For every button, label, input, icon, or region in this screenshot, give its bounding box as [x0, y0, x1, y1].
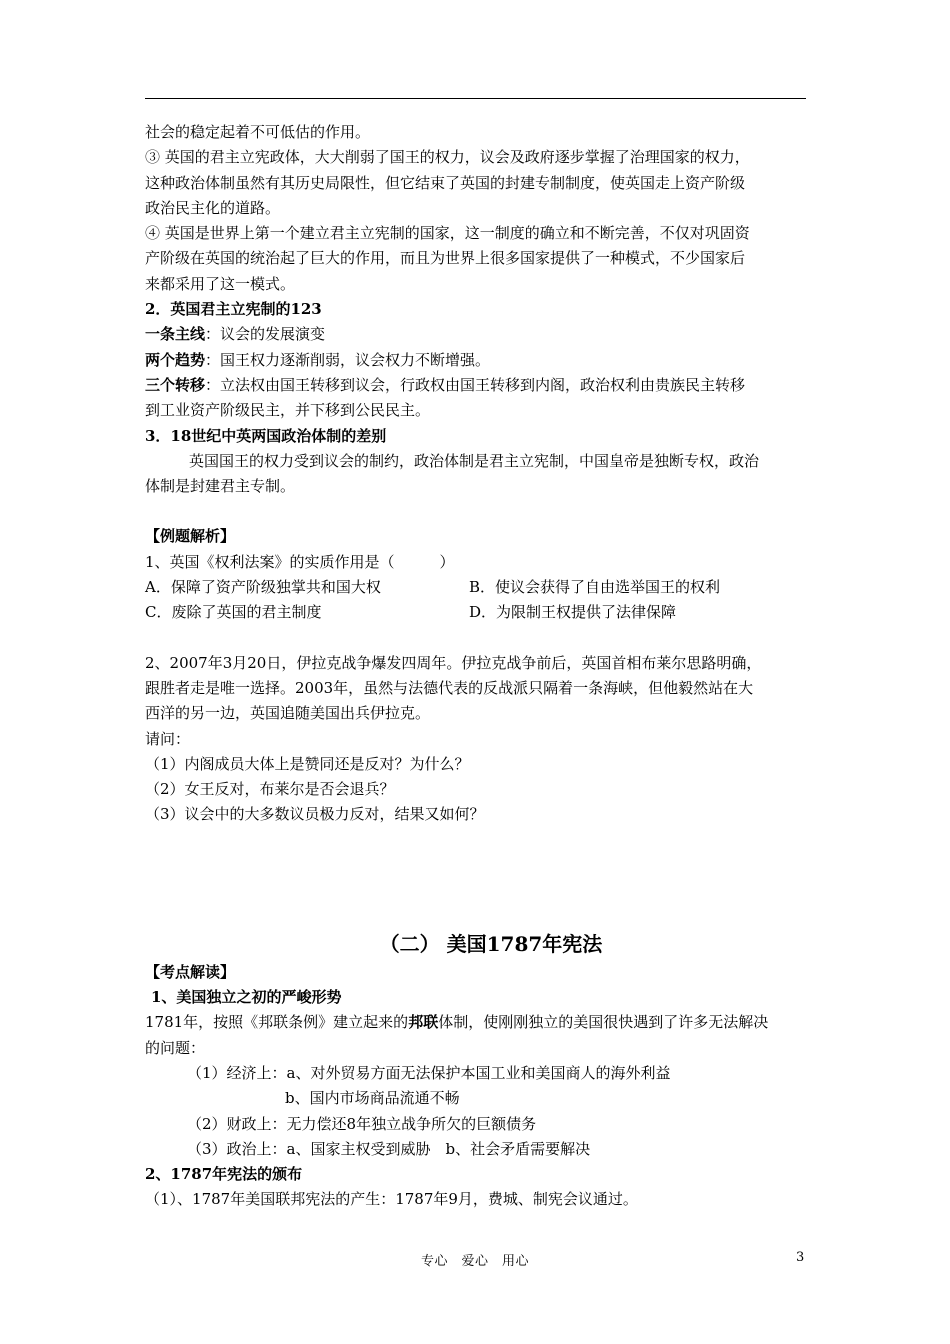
two-trends: [145, 348, 807, 373]
option-d: D．为限制王权提供了法律保障: [469, 603, 677, 622]
text-line: 政治民主化的道路。: [145, 198, 281, 217]
header-rule: [145, 98, 806, 99]
text-line: ④ 英国是世界上第一个建立君主立宪制的国家，这一制度的确立和不断完善，不仅对巩固资: [145, 224, 750, 243]
sub-question: （2）女王反对，布莱尔是否会退兵？: [145, 780, 395, 799]
text-line: 产阶级在英国的统治起了巨大的作用，而且为世界上很多国家提供了一种模式，不少国家后: [145, 249, 746, 268]
footer-text: 专心 爱心 用心: [420, 1254, 529, 1269]
question-2-line: 西洋的另一边，英国追随美国出兵伊拉克。: [145, 704, 431, 723]
option-a: A．保障了资产阶级独掌共和国大权: [145, 578, 381, 597]
text-line: 的问题：: [145, 1038, 206, 1057]
text-line: （1）、1787年美国联邦宪法的产生：1787年9月，费城、制宪会议通过。: [145, 1190, 638, 1209]
text-line: ③ 英国的君主立宪政体，大大削弱了国王的权力，议会及政府逐步掌握了治理国家的权力，: [145, 148, 750, 167]
text-line: 来都采用了这一模式。: [145, 274, 296, 293]
main-line: [145, 322, 807, 347]
text-line: 这种政治体制虽然有其历史局限性，但它结束了英国的封建专制制度，使英国走上资产阶级: [145, 173, 746, 192]
economy-line-2: b、国内市场商品流通不畅: [285, 1089, 460, 1108]
economy-line: （1）经济上：a、对外贸易方面无法保护本国工业和美国商人的海外利益: [187, 1063, 671, 1082]
finance-line: （2）财政上：无力偿还8年独立战争所欠的巨额债务: [187, 1114, 537, 1133]
sub-question: （3）议会中的大多数议员极力反对，结果又如何？: [145, 805, 485, 824]
question-2-line: 跟胜者走是唯一选择。2003年，虽然与法德代表的反战派只隔着一条海峡，但他毅然站在大: [145, 678, 754, 697]
text-line: 英国国王的权力受到议会的制约，政治体制是君主立宪制，中国皇帝是独断专权，政治: [189, 451, 760, 470]
text-line: 社会的稳定起着不可低估的作用。: [145, 123, 371, 141]
text-three-transfers: ：立法权由国王转移到议会，行政权由国王转移到内阁，政治权利由贵族民主转移: [205, 375, 746, 394]
page-number: 3: [796, 1250, 805, 1265]
politics-line: （3）政治上：a、国家主权受到威胁 b、社会矛盾需要解决: [187, 1139, 591, 1158]
heading-123: 2．英国君主立宪制的123: [145, 300, 322, 319]
option-b: B．使议会获得了自由选举国王的权利: [469, 578, 721, 597]
page-content: [145, 120, 807, 1213]
text-line: [145, 1010, 807, 1035]
label-two-trends: 两个趋势: [145, 350, 206, 369]
example-heading: 【例题解析】: [145, 527, 236, 546]
kaodian-heading: 【考点解读】: [145, 962, 236, 981]
bold-term: 邦联: [408, 1013, 439, 1032]
text-span: 1781年，按照《邦联条例》建立起来的: [145, 1013, 409, 1032]
text-line: 到工业资产阶级民主，并下移到公民民主。: [145, 401, 431, 420]
text-two-trends: ：国王权力逐渐削弱，议会权力不断增强。: [205, 350, 491, 369]
ask-label: 请问：: [145, 729, 191, 748]
three-transfers: [145, 373, 807, 398]
options-row: [145, 575, 807, 600]
option-c: C．废除了英国的君主制度: [145, 603, 322, 622]
subsection-title: 1、美国独立之初的严峻形势: [151, 988, 342, 1007]
section-title: （二） 美国1787年宪法: [379, 931, 603, 956]
label-three-transfers: 三个转移: [145, 375, 206, 394]
text-span: 体制，使刚刚独立的美国很快遇到了许多无法解决: [438, 1013, 769, 1032]
text-main-line: ：议会的发展演变: [205, 325, 326, 344]
question-2-line: 2、2007年3月20日，伊拉克战争爆发四周年。伊拉克战争前后，英国首相布莱尔思路明确，: [145, 653, 762, 672]
options-row: [145, 600, 807, 625]
heading-difference: 3．18世纪中英两国政治体制的差别: [145, 426, 387, 445]
subsection-title: 2、1787年宪法的颁布: [145, 1165, 303, 1184]
question-1: 1、英国《权利法案》的实质作用是（ ）: [145, 552, 455, 571]
text-line: 体制是封建君主专制。: [145, 477, 296, 496]
sub-question: （1）内阁成员大体上是赞同还是反对？为什么？: [145, 754, 470, 773]
label-main-line: 一条主线: [145, 325, 206, 344]
